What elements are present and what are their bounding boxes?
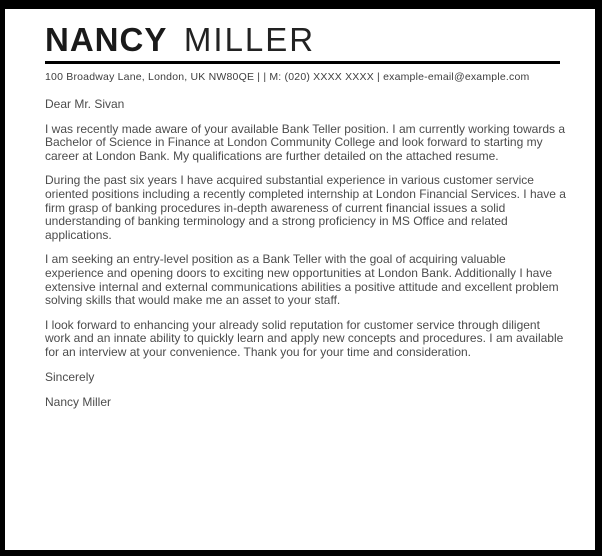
contact-line: 100 Broadway Lane, London, UK NW80QE | | M: (020) XXXX XXXX | example-email@example.com — [45, 71, 530, 83]
candidate-first-name: NANCY — [45, 21, 167, 58]
letter-header — [45, 23, 560, 83]
letter-body — [45, 98, 567, 410]
salutation: Dear Mr. Sivan — [45, 97, 125, 111]
letter-paragraph: I look forward to enhancing your already solid reputation for customer service through diligent work and an innate ability to quickly learn and apply new concepts and procedures. I am available for an interview at your convenience. Thank you for your time and consideration. — [45, 317, 564, 359]
letter-paragraph: During the past six years I have acquired substantial experience in various customer service oriented positions including a recently completed internship at London Financial Services. I have a firm grasp of banking procedures in-depth awareness of current financial issues a solid understanding of banking terminology and a strong proficiency in MS Office and related applications. — [45, 173, 566, 242]
letter-paragraph: I was recently made aware of your available Bank Teller position. I am currently working towards a Bachelor of Science in Finance at London Community College and look forward to starting my career at London Bank. My qualifications are further detailed on the attached resume. — [45, 121, 566, 163]
candidate-last-name: MILLER — [183, 21, 316, 58]
header-divider — [45, 61, 560, 64]
closing: Sincerely — [45, 369, 95, 384]
signature: Nancy Miller — [45, 395, 112, 410]
letter-paragraph: I am seeking an entry-level position as a Bank Teller with the goal of acquiring valuable experience and opening doors to exciting new opportunities at London Bank. Additionally I have extensive internal and external communications abilities a positive attitude and excellent problem solving skills that would make me an asset to your staff. — [45, 252, 559, 308]
candidate-name — [45, 23, 560, 56]
